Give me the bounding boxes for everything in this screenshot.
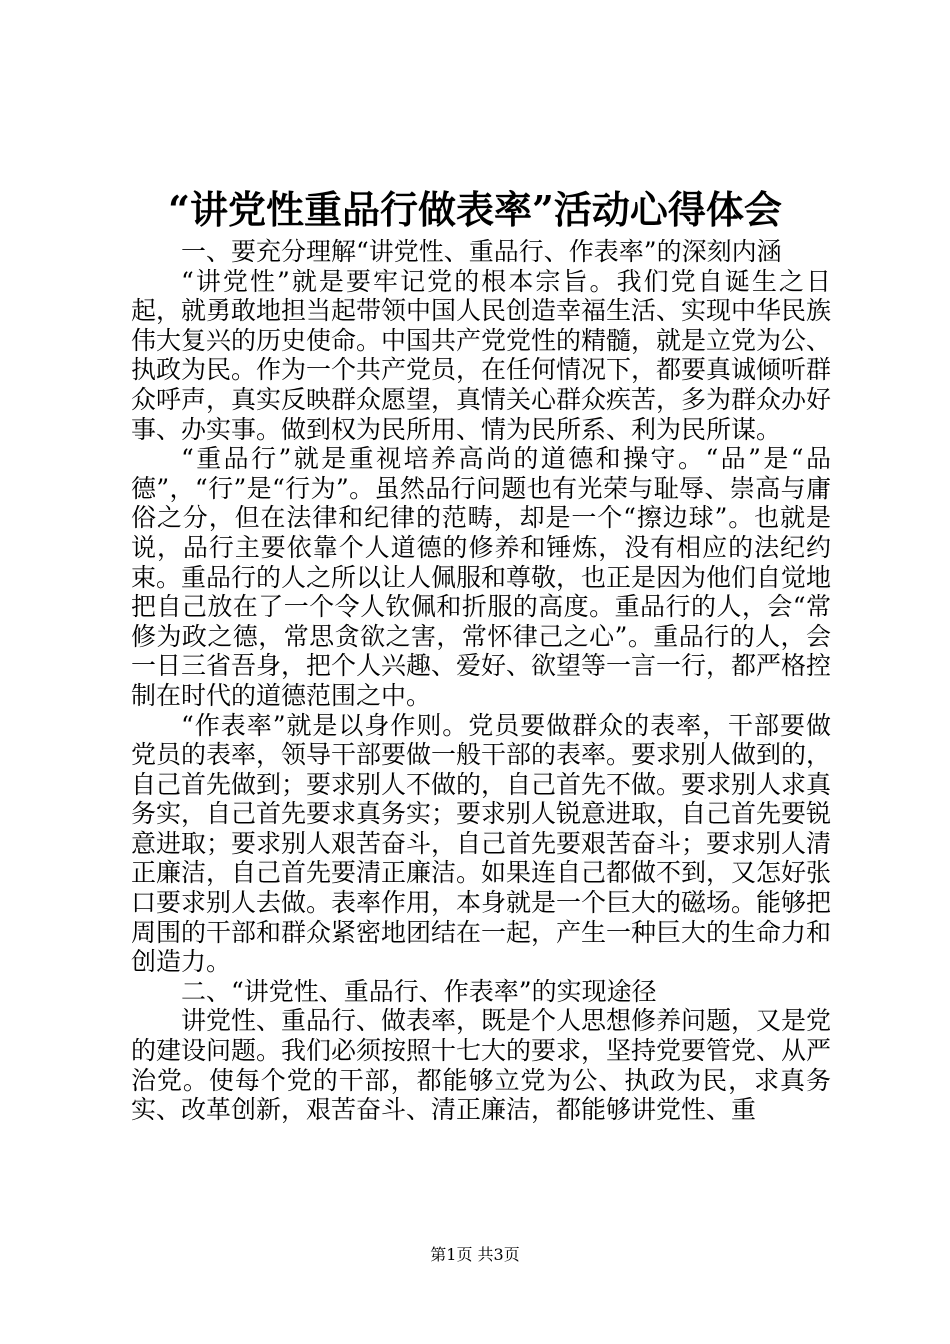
paragraph-party-spirit: “讲党性”就是要牢记党的根本宗旨。我们党自诞生之日起，就勇敢地担当起带领中国人民创造幸福生活、实现中华民族伟大复兴的历史使命。中国共产党党性的精髓，就是立党为公、执政为民。作为一个共产党员，在任何情况下，都要真诚倾听群众呼声，真实反映群众愿望，真情关心群众疾苦，多为群众办好事、办实事。做到权为民所用、情为民所系、利为民所谋。 bbox=[131, 266, 832, 444]
page-number-footer: 第1页 共3页 bbox=[430, 1245, 520, 1264]
paragraph-conduct: “重品行”就是重视培养高尚的道德和操守。“品”是“品德”，“行”是“行为”。虽然品行问题也有光荣与耻辱、崇高与庸俗之分，但在法律和纪律的范畴，却是一个“擦边球”。也就是说，品行主要依靠个人道德的修养和锤炼，没有相应的法纪约束。重品行的人之所以让人佩服和尊敬，也正是因为他们自觉地把自己放在了一个令人钦佩和折服的高度。重品行的人，会“常修为政之德，常思贪欲之害，常怀律己之心”。重品行的人，会一日三省吾身，把个人兴趣、爱好、欲望等一言一行，都严格控制在时代的道德范围之中。 bbox=[131, 444, 832, 710]
section-heading-2: 二、“讲党性、重品行、作表率”的实现途径 bbox=[181, 976, 657, 1006]
paragraph-example: “作表率”就是以身作则。党员要做群众的表率，干部要做党员的表率，领导干部要做一般干部的表率。要求别人做到的，自己首先做到；要求别人不做的，自己首先不做。要求别人求真务实，自己首先要求真务实；要求别人锐意进取，自己首先要锐意进取；要求别人艰苦奋斗，自己首先要艰苦奋斗；要求别人清正廉洁，自己首先要清正廉洁。如果连自己都做不到，又怎好张口要求别人去做。表率作用，本身就是一个巨大的磁场。能够把周围的干部和群众紧密地团结在一起，产生一种巨大的生命力和创造力。 bbox=[131, 710, 832, 977]
document-title: “讲党性重品行做表率”活动心得体会 bbox=[168, 187, 782, 232]
section-heading-1: 一、要充分理解“讲党性、重品行、作表率”的深刻内涵 bbox=[181, 237, 782, 266]
paragraph-approach: 讲党性、重品行、做表率，既是个人思想修养问题，又是党的建设问题。我们必须按照十七大的要求，坚持党要管党、从严治党。使每个党的干部，都能够立党为公、执政为民，求真务实、改革创新，艰苦奋斗、清正廉洁，都能够讲党性、重 bbox=[131, 1006, 832, 1125]
document-body bbox=[131, 237, 831, 1125]
